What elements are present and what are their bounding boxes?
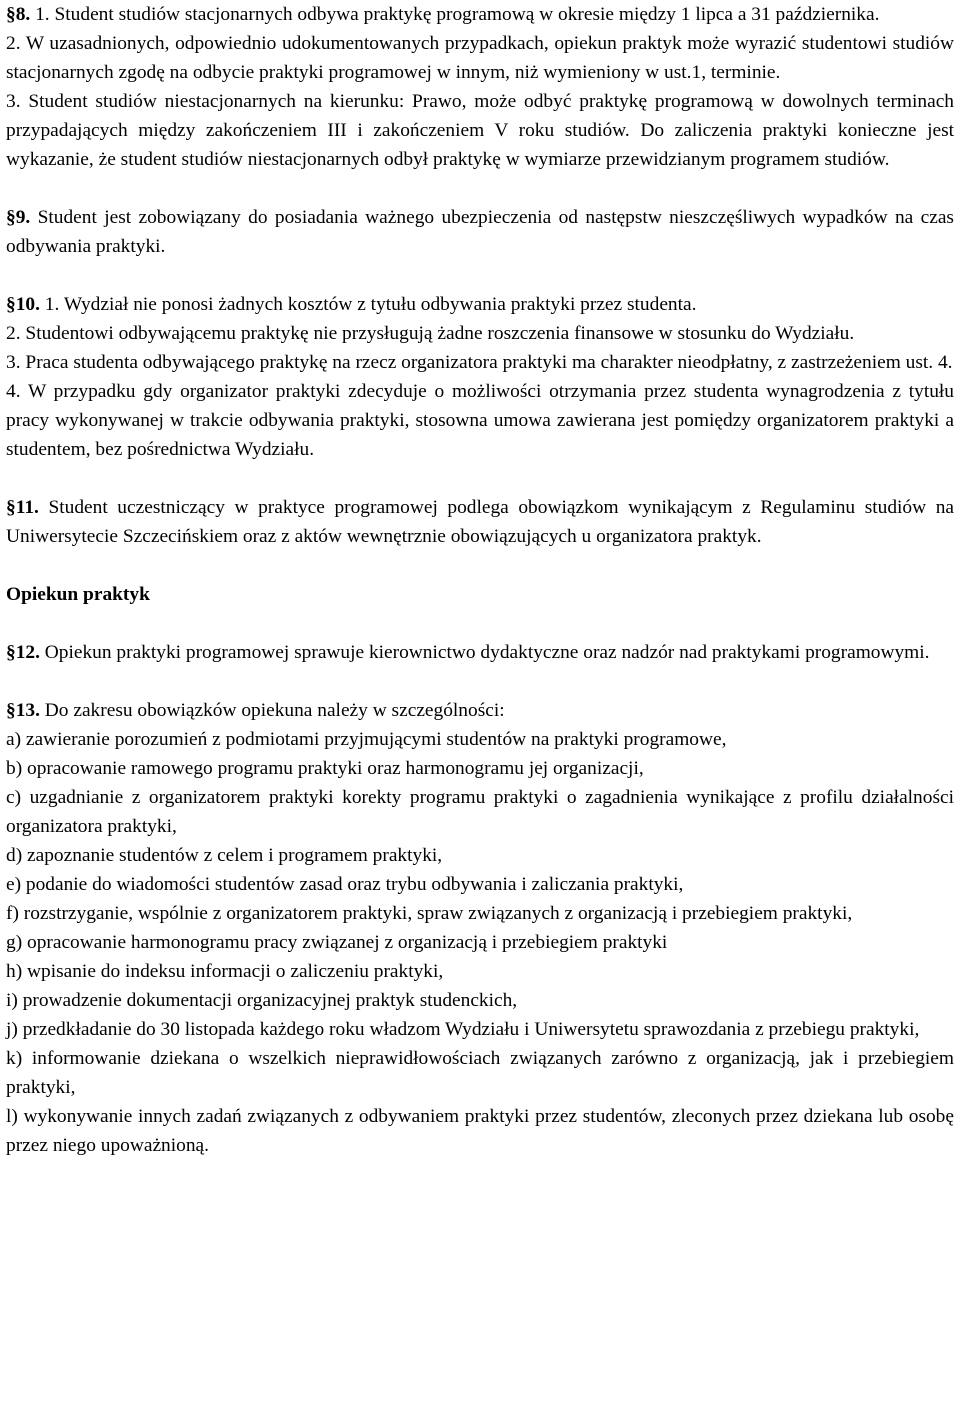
s8-label: §8.	[6, 4, 31, 25]
spacer	[6, 609, 954, 638]
list-item: g) opracowanie harmonogramu pracy związanej z organizacją i przebiegiem praktyki	[6, 932, 668, 953]
s8-item3	[6, 87, 954, 174]
s9-label: §9.	[6, 207, 31, 228]
s10-item3-number: 3.	[6, 352, 21, 373]
list-item: j) przedkładanie do 30 listopada każdego roku władzom Wydziału i Uniwersytetu sprawozdania z przebiegu praktyki,	[6, 1019, 920, 1040]
s10-item3	[6, 348, 954, 377]
section-heading: Opiekun praktyk	[6, 584, 150, 605]
s9-text: Student jest zobowiązany do posiadania ważnego ubezpieczenia od następstw nieszczęśliwych wypadków na czas odbywania praktyki.	[6, 207, 954, 257]
s10-item2-number: 2.	[6, 323, 21, 344]
s8-item1-number: 1.	[35, 4, 50, 25]
list-item: d) zapoznanie studentów z celem i programem praktyki,	[6, 845, 443, 866]
s8-item3-number: 3.	[6, 91, 21, 112]
s10-item4-number: 4.	[6, 381, 21, 402]
s8-item2-text: W uzasadnionych, odpowiednio udokumentowanych przypadkach, opiekun praktyk może wyrazić studentowi studiów stacjonarnych zgodę na odbycie praktyki programowej w innym, niż wymieniony w ust.1, terminie.	[6, 33, 955, 83]
list-item: l) wykonywanie innych zadań związanych z odbywaniem praktyki przez studentów, zleconych przez dziekana lub osobę przez niego upoważnioną.	[6, 1106, 954, 1156]
s10-item2-text: Studentowi odbywającemu praktykę nie przysługują żadne roszczenia finansowe w stosunku do Wydziału.	[25, 323, 855, 344]
spacer	[6, 174, 954, 203]
s9-paragraph	[6, 203, 954, 261]
s13-intro	[6, 696, 954, 725]
list-item: a) zawieranie porozumień z podmiotami przyjmującymi studentów na praktyki programowe,	[6, 729, 727, 750]
s8-item1	[6, 0, 954, 29]
s10-item3-text: Praca studenta odbywającego praktykę na rzecz organizatora praktyki ma charakter nieodpłatny, z zastrzeżeniem ust. 4.	[25, 352, 953, 373]
s12-label: §12.	[6, 642, 40, 663]
s11-label: §11.	[6, 497, 39, 518]
s10-item1-number: 1.	[44, 294, 60, 315]
s10-item1	[6, 290, 954, 319]
s8-item2	[6, 29, 954, 87]
s10-label: §10.	[6, 294, 40, 315]
spacer	[6, 667, 954, 696]
list-item: h) wpisanie do indeksu informacji o zaliczeniu praktyki,	[6, 961, 444, 982]
list-item: e) podanie do wiadomości studentów zasad oraz trybu odbywania i zaliczania praktyki,	[6, 874, 684, 895]
s8-item1-text: Student studiów stacjonarnych odbywa praktykę programową w okresie między 1 lipca a 31 października.	[54, 4, 880, 25]
spacer	[6, 464, 954, 493]
s12-text: Opiekun praktyki programowej sprawuje kierownictwo dydaktyczne oraz nadzór nad praktykami programowymi.	[44, 642, 930, 663]
list-item: c) uzgadnianie z organizatorem praktyki korekty programu praktyki o zagadnienia wynikające z profilu działalności organizatora praktyki,	[6, 787, 954, 837]
regulation-document	[6, 0, 954, 1160]
list-item: b) opracowanie ramowego programu praktyki oraz harmonogramu jej organizacji,	[6, 758, 644, 779]
list-item: k) informowanie dziekana o wszelkich nieprawidłowościach związanych zarówno z organizacją, jak i przebiegiem praktyki,	[6, 1048, 954, 1098]
s11-paragraph	[6, 493, 954, 551]
s10-item1-text: Wydział nie ponosi żadnych kosztów z tytułu odbywania praktyki przez studenta.	[63, 294, 697, 315]
list-item: i) prowadzenie dokumentacji organizacyjnej praktyk studenckich,	[6, 990, 518, 1011]
s8-item3-text: Student studiów niestacjonarnych na kierunku: Prawo, może odbyć praktykę programową w dowolnych terminach przypadających między zakończeniem III i zakończeniem V roku studiów. Do zaliczenia praktyki konieczne jest wykazanie, że student studiów niestacjonarnych odbył praktykę w wymiarze przewidzianym programem studiów.	[6, 91, 954, 170]
list-item: f) rozstrzyganie, wspólnie z organizatorem praktyki, spraw związanych z organizacją i przebiegiem praktyki,	[6, 903, 853, 924]
s8-item2-number: 2.	[6, 33, 21, 54]
spacer	[6, 261, 954, 290]
s12-paragraph	[6, 638, 954, 667]
s10-item4-text: W przypadku gdy organizator praktyki zdecyduje o możliwości otrzymania przez studenta wynagrodzenia z tytułu pracy wykonywanej w trakcie odbywania praktyki, stosowna umowa zawierana jest pomiędzy organizatorem praktyki a studentem, bez pośrednictwa Wydziału.	[6, 381, 954, 460]
s11-text: Student uczestniczący w praktyce programowej podlega obowiązkom wynikającym z Regulaminu studiów na Uniwersytecie Szczecińskiem oraz z aktów wewnętrznie obowiązujących u organizatora praktyk.	[6, 497, 954, 547]
s10-item2	[6, 319, 954, 348]
s13-intro-text: Do zakresu obowiązków opiekuna należy w szczególności:	[44, 700, 505, 721]
spacer	[6, 551, 954, 580]
s10-item4	[6, 377, 954, 464]
s13-label: §13.	[6, 700, 40, 721]
